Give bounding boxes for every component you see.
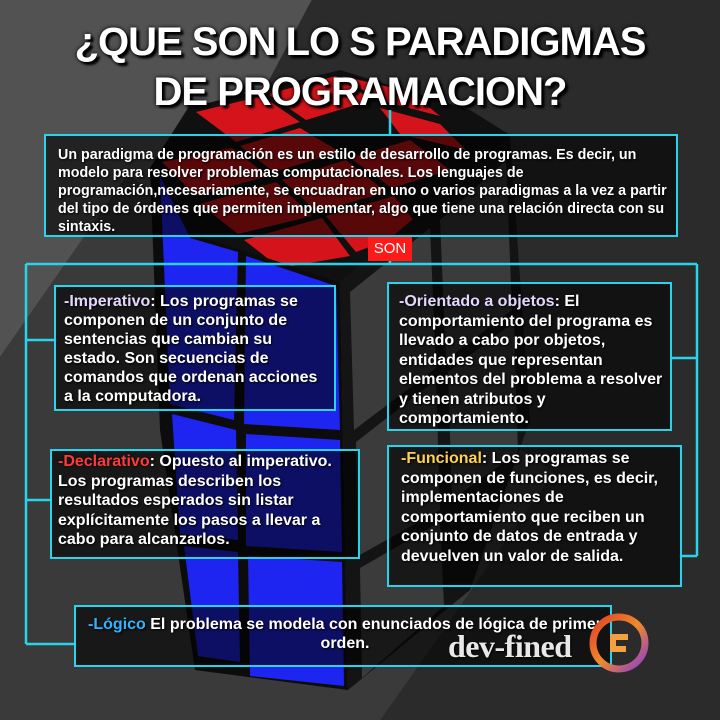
title-line-2: DE PROGRAMACION? (153, 70, 567, 114)
paradigm-desc-imperativo: : Los programas se componen de un conjunto de sentencias que cambian su estado. Son secuencias de comandos que ordenan acciones a la computadora. (64, 293, 318, 405)
paradigm-desc-funcional: : Los programas se componen de funciones, es decir, implementaciones de comportamiento que reciben un conjunto de datos de entrada y devuelven un valor de salida. (401, 450, 658, 565)
paradigm-desc-logico: El problema se modela con enunciados de lógica de primer orden. (145, 616, 602, 652)
paradigm-name-orientado-objetos: -Orientado a objetos (399, 293, 555, 310)
definition-box (44, 134, 678, 237)
paradigm-desc-declarativo: : Opuesto al imperativo. Los programas describen los resultados esperados sin listar explícitamente los pasos a llevar a cabo para alcanzarlos. (58, 453, 332, 548)
paradigm-name-declarativo: -Declarativo (58, 453, 150, 470)
paradigm-orientado-objetos (387, 282, 672, 431)
definition-text: Un paradigma de programación es un estilo de desarrollo de programas. Es decir, un modelo para resolver problemas computacionales. Los lenguajes de programación,necesariamente, se encuadran en uno o varios paradigmas a la vez a partir del tipo de órdenes que permiten implementar, algo que tiene una relación directa con su sintaxis. (58, 147, 667, 235)
paradigm-funcional (387, 445, 682, 587)
son-connector-badge: SON (368, 237, 412, 261)
brand-name: dev-fined (448, 628, 572, 664)
paradigm-name-imperativo: -Imperativo (64, 293, 151, 310)
paradigm-imperativo (54, 285, 336, 411)
title-line-1: ¿QUE SON LO S PARADIGMAS (74, 20, 646, 64)
paradigm-name-funcional: -Funcional (401, 450, 482, 467)
brand-logo-icon (588, 612, 650, 674)
paradigm-name-logico: -Lógico (88, 616, 146, 633)
paradigm-declarativo (50, 449, 360, 559)
paradigm-desc-orientado-objetos: : El comportamiento del programa es llevado a cabo por objetos, entidades que representan elementos del problema a resolver y tienen atributos y comportamiento. (399, 293, 663, 427)
